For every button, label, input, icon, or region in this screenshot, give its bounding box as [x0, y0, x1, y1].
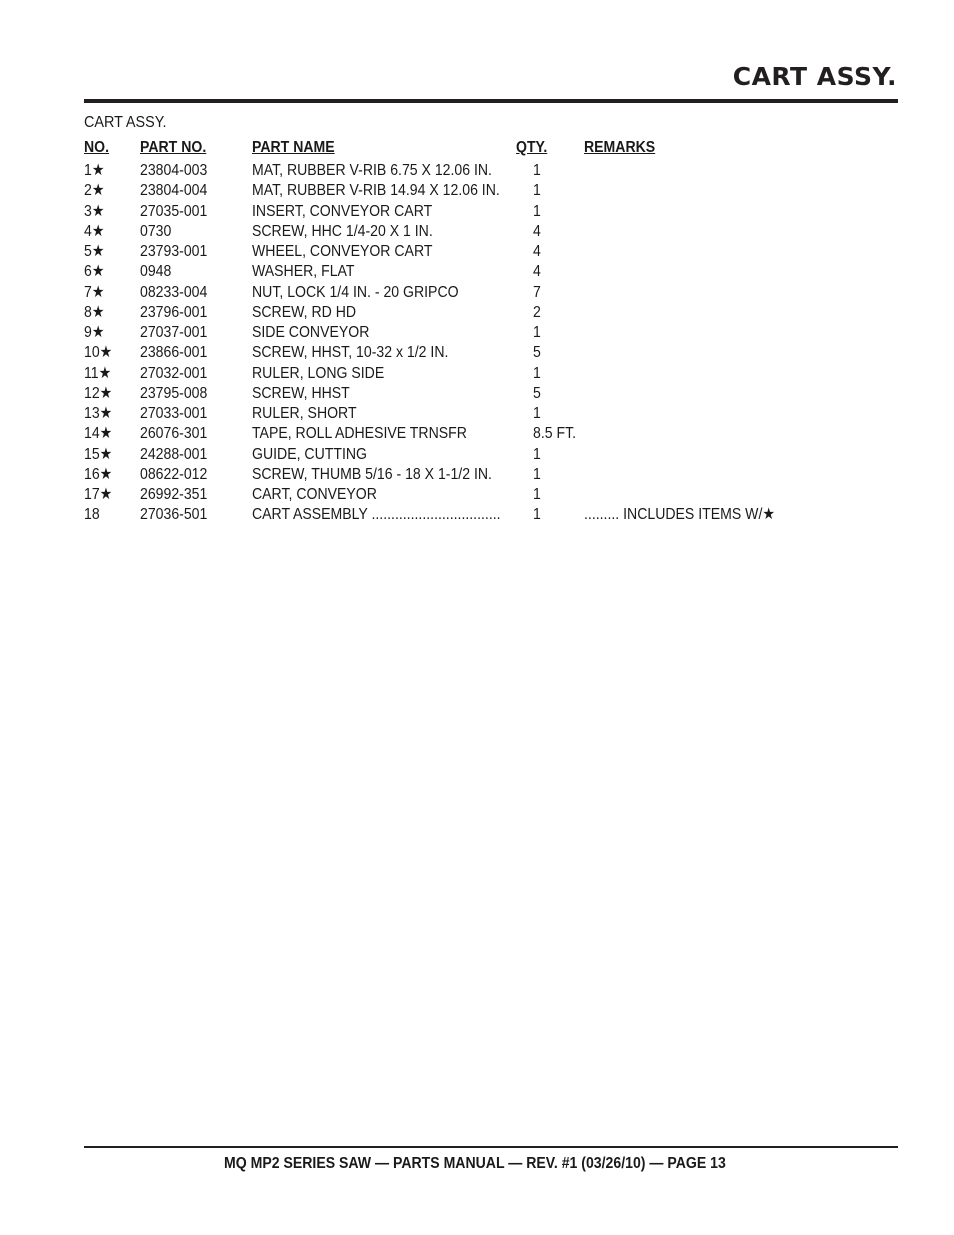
cell-no: 15★: [84, 445, 113, 463]
cell-qty: 1: [533, 405, 541, 422]
cell-no: 10★: [84, 344, 113, 362]
cell-no: 5★: [84, 243, 105, 260]
cell-no: 4★: [84, 222, 105, 240]
table-row: [84, 404, 804, 424]
table-row: [84, 465, 804, 485]
cell-qty: 1: [533, 202, 541, 220]
cell-part-name: SCREW, HHST, 10-32 x 1/2 IN.: [252, 344, 449, 362]
cell-qty: 8.5 FT.: [533, 425, 577, 443]
cell-part-name: SIDE CONVEYOR: [252, 324, 370, 341]
table-row: [84, 323, 804, 343]
page-title: CART ASSY.: [732, 62, 897, 91]
table-row: [84, 181, 804, 201]
table-row: [84, 222, 804, 242]
col-header-no: NO.: [84, 139, 110, 156]
cell-part-no: 08233-004: [140, 283, 208, 301]
cell-no: 2★: [84, 182, 105, 200]
cell-qty: 7: [533, 283, 541, 301]
cell-qty: 4: [533, 243, 541, 260]
cell-qty: 1: [533, 465, 541, 483]
cell-part-no: 27035-001: [140, 202, 208, 220]
table-row: [84, 343, 804, 363]
cell-part-name: RULER, LONG SIDE: [252, 364, 385, 382]
cell-no: 1★: [84, 162, 105, 179]
header-rule: [84, 99, 898, 103]
table-row: [84, 445, 804, 465]
cell-part-no: 23804-004: [140, 182, 208, 200]
table-row: [84, 505, 804, 525]
table-row: [84, 485, 804, 505]
cell-part-no: 24288-001: [140, 445, 208, 463]
cell-part-no: 27036-501: [140, 506, 208, 524]
cell-part-no: 26992-351: [140, 486, 208, 503]
cell-no: 17★: [84, 486, 113, 503]
cell-qty: 4: [533, 263, 541, 281]
cell-part-name: CART, CONVEYOR: [252, 486, 377, 503]
cell-part-name: SCREW, RD HD: [252, 303, 357, 321]
cell-part-no: 0730: [140, 222, 172, 240]
cell-part-no: 0948: [140, 263, 172, 281]
cell-part-no: 27037-001: [140, 324, 208, 341]
cell-qty: 2: [533, 303, 541, 321]
cell-part-no: 26076-301: [140, 425, 208, 443]
cell-part-name: SCREW, THUMB 5/16 - 18 X 1-1/2 IN.: [252, 465, 492, 483]
cell-no: 13★: [84, 405, 113, 422]
cell-part-name: TAPE, ROLL ADHESIVE TRNSFR: [252, 425, 467, 443]
cell-no: 9★: [84, 324, 105, 341]
page-footer: MQ MP2 SERIES SAW — PARTS MANUAL — REV. #1 (03/26/10) — PAGE 13: [224, 1155, 726, 1172]
cell-part-no: 23793-001: [140, 243, 208, 260]
cell-part-name: WASHER, FLAT: [252, 263, 355, 281]
cell-qty: 1: [533, 486, 541, 503]
col-header-qty: QTY.: [516, 139, 548, 156]
cell-part-no: 27033-001: [140, 405, 208, 422]
cell-part-no: 08622-012: [140, 465, 208, 483]
cell-no: 14★: [84, 425, 113, 443]
cell-part-name: GUIDE, CUTTING: [252, 445, 367, 463]
cell-part-no: 23795-008: [140, 384, 208, 402]
cell-no: 16★: [84, 465, 113, 483]
col-header-remarks: REMARKS: [584, 139, 656, 156]
cell-no: 8★: [84, 303, 105, 321]
cell-no: 6★: [84, 263, 105, 281]
cell-qty: 1: [533, 324, 541, 341]
table-row: [84, 283, 804, 303]
cell-part-no: 23804-003: [140, 162, 208, 179]
cell-qty: 1: [533, 445, 541, 463]
cell-no: 18: [84, 506, 100, 524]
cell-part-name: WHEEL, CONVEYOR CART: [252, 243, 433, 260]
table-row: [84, 303, 804, 323]
cell-no: 7★: [84, 283, 105, 301]
col-header-part-name: PART NAME: [252, 139, 335, 156]
table-row: [84, 424, 804, 444]
cell-part-no: 23796-001: [140, 303, 208, 321]
table-row: [84, 242, 804, 262]
col-header-part-no: PART NO.: [140, 139, 207, 156]
cell-qty: 1: [533, 506, 541, 524]
table-row: [84, 384, 804, 404]
cell-part-name: RULER, SHORT: [252, 405, 357, 422]
cell-remarks: ......... INCLUDES ITEMS W/★: [584, 506, 775, 524]
cell-qty: 4: [533, 222, 541, 240]
cell-part-name: MAT, RUBBER V-RIB 14.94 X 12.06 IN.: [252, 182, 500, 200]
cell-no: 12★: [84, 384, 113, 402]
cell-qty: 1: [533, 364, 541, 382]
cell-part-no: 23866-001: [140, 344, 208, 362]
table-row: [84, 364, 804, 384]
cell-part-no: 27032-001: [140, 364, 208, 382]
cell-qty: 5: [533, 384, 541, 402]
table-row: [84, 262, 804, 282]
cell-part-name: MAT, RUBBER V-RIB 6.75 X 12.06 IN.: [252, 162, 492, 179]
footer-rule: [84, 1146, 898, 1148]
section-title: CART ASSY.: [84, 114, 167, 131]
cell-qty: 5: [533, 344, 541, 362]
cell-part-name: SCREW, HHC 1/4-20 X 1 IN.: [252, 222, 433, 240]
cell-part-name: INSERT, CONVEYOR CART: [252, 202, 433, 220]
table-row: [84, 202, 804, 222]
table-row: [84, 161, 804, 181]
cell-part-name: NUT, LOCK 1/4 IN. - 20 GRIPCO: [252, 283, 459, 301]
cell-no: 3★: [84, 202, 105, 220]
cell-no: 11★: [84, 364, 112, 382]
cell-part-name: CART ASSEMBLY .................................: [252, 506, 501, 524]
table-header: [84, 138, 804, 158]
cell-qty: 1: [533, 182, 541, 200]
cell-part-name: SCREW, HHST: [252, 384, 350, 402]
cell-qty: 1: [533, 162, 541, 179]
